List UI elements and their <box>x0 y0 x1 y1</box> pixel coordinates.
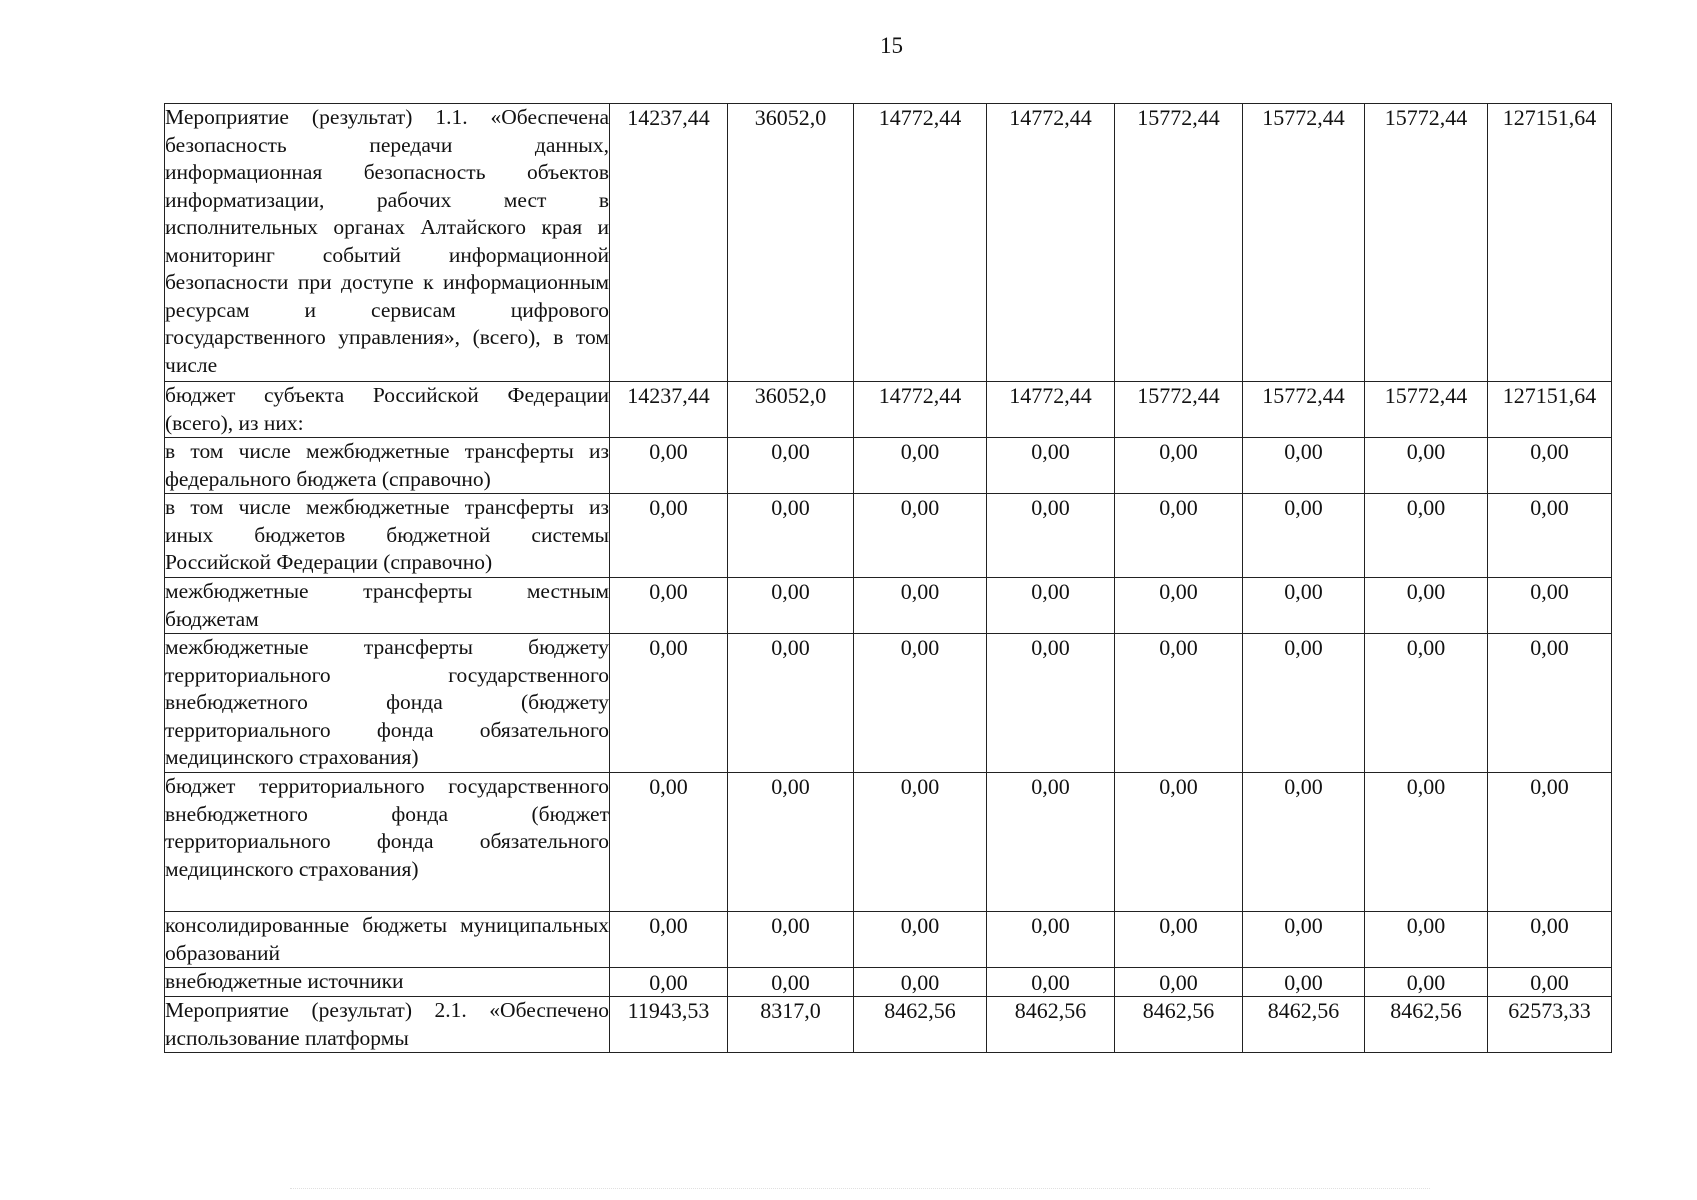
table-row <box>165 382 1612 438</box>
table-row <box>165 912 1612 968</box>
row-description: Мероприятие (результат) 2.1. «Обеспечено использование платформы <box>165 997 610 1053</box>
row-description: в том числе межбюджетные трансферты из федерального бюджета (справочно) <box>165 438 610 494</box>
value-cell: 0,00 <box>854 773 987 912</box>
table-row <box>165 634 1612 773</box>
value-cell: 36052,0 <box>728 382 854 438</box>
value-cell: 0,00 <box>728 438 854 494</box>
value-cell: 0,00 <box>854 968 987 997</box>
value-cell: 36052,0 <box>728 104 854 382</box>
value-cell: 0,00 <box>987 578 1115 634</box>
value-cell: 62573,33 <box>1488 997 1612 1053</box>
value-cell: 14237,44 <box>610 382 728 438</box>
value-cell: 0,00 <box>1365 773 1488 912</box>
row-description: консолидированные бюджеты муниципальных образований <box>165 912 610 968</box>
value-cell: 8462,56 <box>1243 997 1365 1053</box>
value-cell: 0,00 <box>854 494 987 578</box>
value-cell: 0,00 <box>987 494 1115 578</box>
value-cell: 0,00 <box>610 438 728 494</box>
value-cell: 127151,64 <box>1488 382 1612 438</box>
scan-artifact-line <box>290 1188 1430 1190</box>
value-cell: 0,00 <box>1243 634 1365 773</box>
table-row <box>165 494 1612 578</box>
value-cell: 0,00 <box>987 912 1115 968</box>
value-cell: 0,00 <box>610 578 728 634</box>
value-cell: 0,00 <box>1365 494 1488 578</box>
value-cell: 0,00 <box>1243 968 1365 997</box>
table-body <box>165 104 1612 1053</box>
row-description: бюджет субъекта Российской Федерации (всего), из них: <box>165 382 610 438</box>
value-cell: 0,00 <box>1115 912 1243 968</box>
value-cell: 0,00 <box>728 912 854 968</box>
value-cell: 0,00 <box>854 578 987 634</box>
value-cell: 0,00 <box>728 578 854 634</box>
value-cell: 14772,44 <box>987 104 1115 382</box>
value-cell: 0,00 <box>1488 773 1612 912</box>
value-cell: 15772,44 <box>1365 104 1488 382</box>
value-cell: 0,00 <box>1115 438 1243 494</box>
value-cell: 0,00 <box>987 968 1115 997</box>
value-cell: 15772,44 <box>1243 382 1365 438</box>
value-cell: 0,00 <box>728 494 854 578</box>
row-description: межбюджетные трансферты местным бюджетам <box>165 578 610 634</box>
value-cell: 14772,44 <box>854 382 987 438</box>
value-cell: 0,00 <box>1115 773 1243 912</box>
row-description: внебюджетные источники <box>165 968 610 997</box>
value-cell: 0,00 <box>987 773 1115 912</box>
value-cell: 0,00 <box>728 634 854 773</box>
value-cell: 14772,44 <box>854 104 987 382</box>
value-cell: 0,00 <box>1243 438 1365 494</box>
value-cell: 0,00 <box>987 438 1115 494</box>
value-cell: 0,00 <box>1365 634 1488 773</box>
value-cell: 0,00 <box>854 634 987 773</box>
table-row <box>165 104 1612 382</box>
table-row <box>165 578 1612 634</box>
value-cell: 0,00 <box>987 634 1115 773</box>
budget-table <box>164 103 1612 1053</box>
row-description: в том числе межбюджетные трансферты из иных бюджетов бюджетной системы Российской Федерации (справочно) <box>165 494 610 578</box>
row-description: межбюджетные трансферты бюджету территориального государственного внебюджетного фонда (бюджету территориального фонда обязательного медицинского страхования) <box>165 634 610 773</box>
table-row <box>165 773 1612 912</box>
value-cell: 0,00 <box>1115 578 1243 634</box>
value-cell: 0,00 <box>1365 968 1488 997</box>
value-cell: 0,00 <box>1243 912 1365 968</box>
value-cell: 0,00 <box>610 912 728 968</box>
value-cell: 15772,44 <box>1115 104 1243 382</box>
value-cell: 0,00 <box>1365 438 1488 494</box>
value-cell: 0,00 <box>854 438 987 494</box>
table-row <box>165 968 1612 997</box>
value-cell: 8462,56 <box>854 997 987 1053</box>
table-row <box>165 438 1612 494</box>
value-cell: 0,00 <box>1115 968 1243 997</box>
value-cell: 0,00 <box>1115 634 1243 773</box>
row-description: бюджет территориального государственного внебюджетного фонда (бюджет территориального фонда обязательного медицинского страхования) <box>165 773 610 912</box>
value-cell: 15772,44 <box>1243 104 1365 382</box>
row-description: Мероприятие (результат) 1.1. «Обеспечена безопасность передачи данных, информационная безопасность объектов информатизации, рабочих мест в исполнительных органах Алтайского края и мониторинг событий информационной безопасности при доступе к информационным ресурсам и сервисам цифрового государственного управления», (всего), в том числе <box>165 104 610 382</box>
value-cell: 15772,44 <box>1365 382 1488 438</box>
value-cell: 0,00 <box>610 773 728 912</box>
value-cell: 0,00 <box>1243 494 1365 578</box>
value-cell: 0,00 <box>728 968 854 997</box>
value-cell: 127151,64 <box>1488 104 1612 382</box>
value-cell: 0,00 <box>1488 912 1612 968</box>
value-cell: 8462,56 <box>1115 997 1243 1053</box>
value-cell: 15772,44 <box>1115 382 1243 438</box>
value-cell: 0,00 <box>1365 912 1488 968</box>
value-cell: 0,00 <box>1488 968 1612 997</box>
value-cell: 0,00 <box>610 968 728 997</box>
value-cell: 0,00 <box>1488 494 1612 578</box>
value-cell: 0,00 <box>728 773 854 912</box>
table-row <box>165 997 1612 1053</box>
value-cell: 0,00 <box>1488 578 1612 634</box>
value-cell: 0,00 <box>610 494 728 578</box>
value-cell: 11943,53 <box>610 997 728 1053</box>
value-cell: 0,00 <box>1243 578 1365 634</box>
value-cell: 8462,56 <box>1365 997 1488 1053</box>
value-cell: 14772,44 <box>987 382 1115 438</box>
value-cell: 0,00 <box>854 912 987 968</box>
value-cell: 0,00 <box>1243 773 1365 912</box>
value-cell: 8462,56 <box>987 997 1115 1053</box>
value-cell: 0,00 <box>1365 578 1488 634</box>
value-cell: 0,00 <box>610 634 728 773</box>
value-cell: 0,00 <box>1115 494 1243 578</box>
value-cell: 0,00 <box>1488 438 1612 494</box>
value-cell: 0,00 <box>1488 634 1612 773</box>
page-number: 15 <box>880 33 903 58</box>
value-cell: 14237,44 <box>610 104 728 382</box>
value-cell: 8317,0 <box>728 997 854 1053</box>
